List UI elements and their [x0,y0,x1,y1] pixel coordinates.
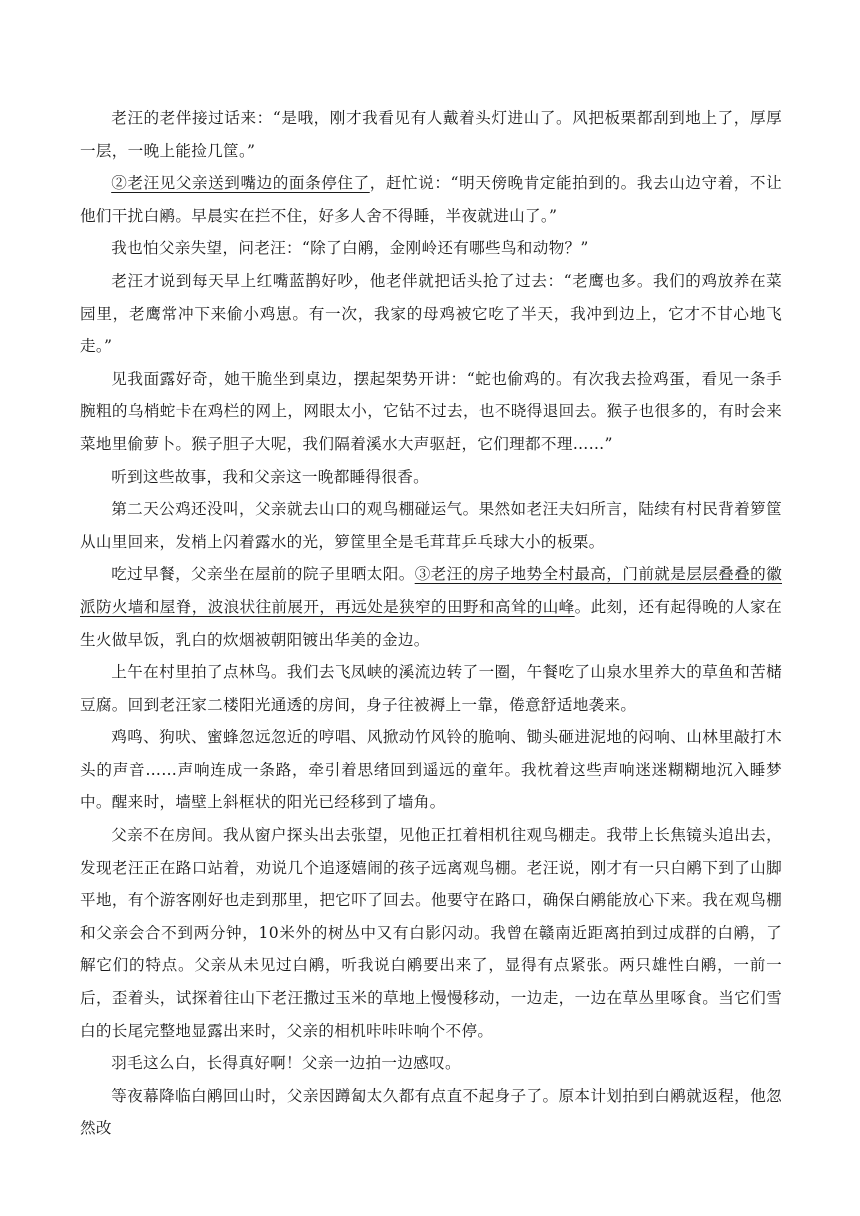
paragraph: 等夜幕降临白鹇回山时，父亲因蹲匐太久都有点直不起身子了。原本计划拍到白鹇就返程，他忽然改 [80,1086,782,1138]
underlined-sentence-2: ②老汪见父亲送到嘴边的面条停住了 [111,174,370,193]
paragraph: 老汪才说到每天早上红嘴蓝鹊好吵，他老伴就把话头抢了过去：“老鹰也多。我们的鸡放养在菜园里，老鹰常冲下来偷小鸡崽。有一次，我家的母鸡被它吃了半天，我冲到边上，它才不甘心地飞走。” [80,271,782,356]
underlined-sentence-3: ③老汪的房子地势全村最高，门前就是层层叠叠的徽派防火墙和屋脊，波浪状往前展开，再远处是狭窄的田野和高耸的山峰 [80,565,782,616]
paragraph: 第二天公鸡还没叫，父亲就去山口的观鸟棚碰运气。果然如老汪夫妇所言，陆续有村民背着箩筐从山里回来，发梢上闪着露水的光，箩筐里全是毛茸茸乒乓球大小的板栗。 [80,500,782,551]
paragraph: 老汪的老伴接过话来：“是哦，刚才我看见有人戴着头灯进山了。风把板栗都刮到地上了，厚厚一层，一晚上能捡几筐。” [80,109,782,160]
paragraph: 父亲不在房间。我从窗户探头出去张望，见他正扛着相机往观鸟棚走。我带上长焦镜头追出去，发现老汪正在路口站着，劝说几个追逐嬉闹的孩子远离观鸟棚。老汪说，刚才有一只白鹇下到了山脚平地，有个游客刚好也走到那里，把它吓了回去。他要守在路口，确保白鹇能放心下来。我在观鸟棚和父亲会合不到两分钟，10米外的树丛中又有白影闪动。我曾在赣南近距离拍到过成群的白鹇，了解它们的特点。父亲从未见过白鹇，听我说白鹇要出来了，显得有点紧张。两只雄性白鹇，一前一后，歪着头，试探着往山下老汪撒过玉米的草地上慢慢移动，一边走，一边在草丛里啄食。当它们雪白的长尾完整地显露出来时，父亲的相机咔咔咔响个不停。 [80,826,782,1040]
paragraph: 吃过早餐，父亲坐在屋前的院子里晒太阳。③老汪的房子地势全村最高，门前就是层层叠叠的徽派防火墙和屋脊，波浪状往前展开，再远处是狭窄的田野和高耸的山峰。此刻，还有起得晚的人家在生火做早饭，乳白的炊烟被朝阳镀出华美的金边。 [80,565,782,649]
paragraph: 听到这些故事，我和父亲这一晚都睡得很香。 [111,467,430,486]
paragraph: 羽毛这么白，长得真好啊！父亲一边拍一边感叹。 [111,1054,461,1073]
paragraph: ②老汪见父亲送到嘴边的面条停住了，赶忙说：“明天傍晚肯定能拍到的。我去山边守着，不让他们干扰白鹇。早晨实在拦不住，好多人舍不得睡，半夜就进山了。” [80,174,782,225]
paragraph: 见我面露好奇，她干脆坐到桌边，摆起架势开讲：“蛇也偷鸡的。有次我去捡鸡蛋，看见一条手腕粗的乌梢蛇卡在鸡栏的网上，网眼太小，它钻不过去，也不晓得退回去。猴子也很多的，有时会来菜地里偷萝卜。猴子胆子大呢，我们隔着溪水大声驱赶，它们理都不理……” [80,369,782,453]
paragraph: 上午在村里拍了点林鸟。我们去飞凤峡的溪流边转了一圈，午餐吃了山泉水里养大的草鱼和苦槠豆腐。回到老汪家二楼阳光通透的房间，身子往被褥上一靠，倦意舒适地袭来。 [80,663,782,714]
paragraph: 鸡鸣、狗吠、蜜蜂忽远忽近的哼唱、风掀动竹风铃的脆响、锄头砸进泥地的闷响、山林里敲打木头的声音……声响连成一条路，牵引着思绪回到遥远的童年。我枕着这些声响迷迷糊糊地沉入睡梦中。醒来时，墙壁上斜框状的阳光已经移到了墙角。 [80,728,782,812]
paragraph: 我也怕父亲失望，问老汪：“除了白鹇，金刚岭还有哪些鸟和动物？” [111,239,589,258]
article-body [80,102,782,1145]
